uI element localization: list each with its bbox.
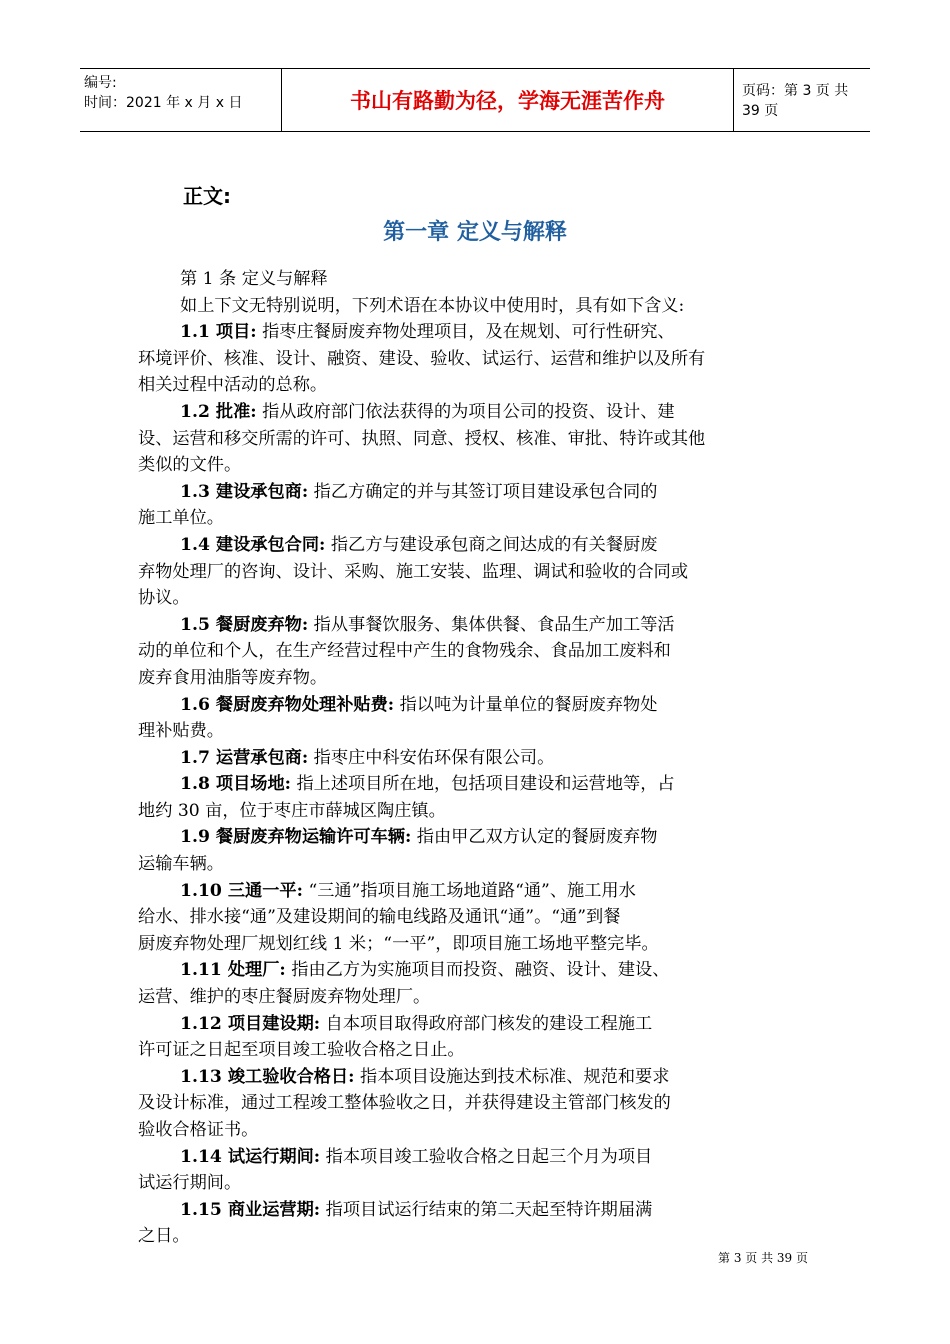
definition-number: 1.8 [180,774,216,795]
definition-text: 指本项目设施达到技术标准、规范和要求 [360,1066,670,1087]
definition-text: 地约 30 亩，位于枣庄市薛城区陶庄镇。 [138,800,446,821]
definition-term: 试运行期间: [227,1146,321,1167]
definition-text: 指枣庄中科安佑环保有限公司。 [313,747,555,768]
definition-line [138,399,818,426]
definition-term: 项目场地: [215,774,291,795]
definition-list [138,319,818,1250]
definition-line [138,1223,818,1250]
definition-line [138,372,818,399]
definition-text: 指从事餐饮服务、集体供餐、食品生产加工等活 [313,614,675,635]
definition-line [138,559,818,586]
definition-term: 竣工验收合格日: [227,1066,355,1087]
definition-text: 指乙方确定的并与其签订项目建设承包合同的 [313,481,658,502]
definition-text: 指本项目竣工验收合格之日起三个月为项目 [325,1146,653,1167]
definition-line [138,718,818,745]
definition-text: 指以吨为计量单位的餐厨废弃物处 [399,694,658,715]
date-label: 时间：2021 年 x 月 x 日 [84,95,243,111]
definition-number: 1.2 [180,401,216,422]
definition-term: 运营承包商: [215,747,309,768]
definition-term: 建设承包合同: [215,534,326,555]
definition-line [138,612,818,639]
definition-term: 餐厨废弃物处理补贴费: [215,694,395,715]
definition-text: 指乙方与建设承包商之间达成的有关餐厨废 [330,534,658,555]
definition-line [138,1197,818,1224]
header-motto: 书山有路勤为径，学海无涯苦作舟 [282,69,734,131]
definition-term: 餐厨废弃物运输许可车辆: [215,827,412,848]
document-body [138,266,818,1250]
definition-line [138,1090,818,1117]
definition-text: 指从政府部门依法获得的为项目公司的投资、设计、建 [262,401,675,422]
definition-line [138,745,818,772]
definition-line [138,1144,818,1171]
definition-line [138,692,818,719]
definition-text: 环境评价、核准、设计、融资、建设、验收、试运行、运营和维护以及所有 [138,348,706,369]
intro-paragraph: 如上下文无特别说明，下列术语在本协议中使用时，具有如下含义: [180,295,685,316]
definition-line [138,904,818,931]
definition-number: 1.6 [180,694,216,715]
article-heading: 第 1 条 定义与解释 [180,269,328,289]
definition-term: 项目建设期: [227,1013,321,1034]
definition-number: 1.10 [180,880,228,901]
definition-text: 验收合格证书。 [138,1120,259,1140]
chapter-title: 第一章 定义与解释 [383,220,567,245]
definition-line [138,505,818,532]
definition-term: 批准: [215,401,257,422]
definition-text: 废弃食用油脂等废弃物。 [138,667,328,688]
definition-line [138,452,818,479]
definition-text: 相关过程中活动的总称。 [138,375,328,396]
header-page-label: 页码：第 3 页 共 39 页 [742,83,849,119]
definition-line [138,319,818,346]
definition-number: 1.14 [180,1146,228,1167]
definition-line [138,824,818,851]
definition-line [138,957,818,984]
definition-term: 商业运营期: [227,1199,321,1220]
definition-text: 及设计标准，通过工程竣工整体验收之日，并获得建设主管部门核发的 [138,1093,671,1114]
definition-text: 厨废弃物处理厂规划红线 1 米；“一平”，即项目施工场地平整完毕。 [138,933,659,954]
definition-line [138,798,818,825]
definition-line [138,1011,818,1038]
definition-term: 建设承包商: [215,481,309,502]
definition-line [138,851,818,878]
definition-number: 1.5 [180,614,216,635]
definition-line [138,638,818,665]
definition-text: 设、运营和移交所需的许可、执照、同意、授权、核准、审批、特许或其他 [138,428,706,449]
definition-number: 1.3 [180,481,216,502]
definition-number: 1.7 [180,747,216,768]
definition-line [138,878,818,905]
definition-line [138,532,818,559]
definition-line [138,346,818,373]
definition-line [138,426,818,453]
definition-text: 试运行期间。 [138,1173,242,1194]
definition-number: 1.15 [180,1199,228,1220]
definition-text: 弃物处理厂的咨询、设计、采购、施工安装、监理、调试和验收的合同或 [138,561,689,582]
definition-line [138,1170,818,1197]
definition-text: 指项目试运行结束的第二天起至特许期届满 [325,1199,653,1220]
definition-text: 指上述项目所在地，包括项目建设和运营地等，占 [296,774,675,795]
page-header [80,68,870,132]
definition-line [138,931,818,958]
definition-number: 1.9 [180,827,216,848]
definition-number: 1.4 [180,534,216,555]
definition-line [138,665,818,692]
definition-number: 1.11 [180,960,228,981]
definition-text: 类似的文件。 [138,455,242,476]
definition-line [138,585,818,612]
definition-text: 协议。 [138,588,190,609]
definition-text: 之日。 [138,1226,190,1247]
definition-line [138,1064,818,1091]
definition-term: 项目: [215,322,257,343]
definition-text: 理补贴费。 [138,721,224,742]
definition-text: 指枣庄餐厨废弃物处理项目，及在规划、可行性研究、 [262,322,675,343]
definition-term: 处理厂: [227,960,286,981]
definition-term: 餐厨废弃物: [215,614,309,635]
definition-line [138,984,818,1011]
definition-line [138,771,818,798]
definition-line [138,1117,818,1144]
definition-line [138,1037,818,1064]
definition-text: “三通”指项目施工场地道路“通”、施工用水 [308,880,636,901]
definition-text: 运营、维护的枣庄餐厨废弃物处理厂。 [138,987,431,1008]
definition-text: 施工单位。 [138,508,224,529]
definition-text: 运输车辆。 [138,854,224,875]
definition-text: 指由甲乙双方认定的餐厨废弃物 [416,827,658,848]
definition-number: 1.13 [180,1066,228,1087]
definition-text: 指由乙方为实施项目而投资、融资、设计、建设、 [291,960,670,981]
header-meta [80,69,282,131]
body-heading: 正文: [183,184,231,208]
definition-text: 许可证之日起至项目竣工验收合格之日止。 [138,1040,465,1061]
definition-term: 三通一平: [227,880,303,901]
page-footer: 第 3 页 共 39 页 [718,1251,808,1265]
definition-text: 给水、排水接“通”及建设期间的输电线路及通讯“通”。“通”到餐 [138,907,621,928]
code-label: 编号: [84,75,117,91]
definition-text: 自本项目取得政府部门核发的建设工程施工 [325,1013,653,1034]
definition-line [138,479,818,506]
definition-number: 1.12 [180,1013,228,1034]
definition-number: 1.1 [180,322,216,343]
definition-text: 动的单位和个人，在生产经营过程中产生的食物残余、食品加工废料和 [138,641,671,662]
